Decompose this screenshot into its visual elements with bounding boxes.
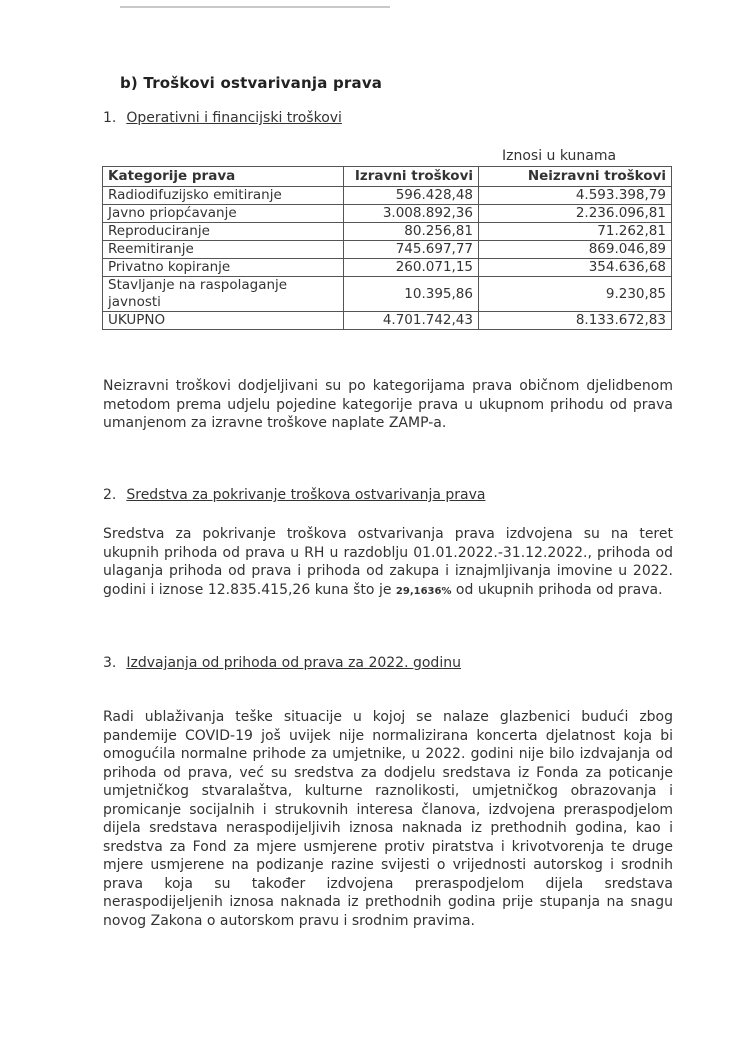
paragraph-allocations: Radi ublaživanja teške situacije u kojoj se nalaze glazbenici budući zbog pandemije COVID-19 još uvijek nije normalizirana koncerta djelatnost koja bi omogućila normalne prihode za umjetnike, u 2022. godini nije bilo izdvajanja od prihoda od prava, već su sredstva za dodjelu sredstava iz Fonda za poticanje umjetničkog stvaralaštva, kulturne raznolikosti, umjetničkog obrazovanja i promicanje socijalnih i strukovnih interesa članova, izdvojena preraspodjelom dijela sredstava neraspodijeljivih iznosa naknada iz prethodnih godina, kao i sredstva za Fond za mjere usmjerene protiv piratstva i krivotvorenja te druge mjere usmjerene na podizanje razine svijesti o vrijednosti autorskog i srodnih prava koja su također izdvojena preraspodjelom dijela sredstava neraspodijeljenih iznosa naknada iz prethodnih godina prije stupanja na snagu novog Zakona o autorskom pravu i srodnim pravima.: [103, 709, 673, 929]
paragraph-indirect-costs: Neizravni troškovi dodjeljivani su po kategorijama prava običnom djelidbenom metodom prema udjelu pojedine kategorije prava u ukupnom prihodu od prava umanjenom za izravne troškove naplate ZAMP-a.: [103, 378, 673, 431]
paragraph-text: Sredstva za pokrivanje troškova ostvarivanja prava izdvojena su na teret ukupnih prihoda od prava u RH u razdoblju 01.01.2022.-31.12.2022., prihoda od ulaganja prihoda od prava i prihoda od zakupa i iznajmljivanja imovine u 2022. godini i iznose 12.835.415,26 kuna što je: [103, 526, 673, 598]
top-border-line: [120, 6, 390, 8]
cell-indirect-cost: 9.230,85: [479, 277, 672, 312]
table-row: [103, 187, 672, 205]
subsection-title: Operativni i financijski troškovi: [126, 110, 342, 126]
section-heading: b) Troškovi ostvarivanja prava: [120, 74, 383, 92]
cell-direct-cost: 745.697,77: [344, 241, 479, 259]
cell-direct-cost: 4.701.742,43: [344, 312, 479, 330]
table-row: [103, 259, 672, 277]
table-row: [103, 223, 672, 241]
cell-indirect-cost: 869.046,89: [479, 241, 672, 259]
cell-category: UKUPNO: [103, 312, 344, 330]
table-total-row: [103, 312, 672, 330]
cell-indirect-cost: 4.593.398,79: [479, 187, 672, 205]
cell-indirect-cost: 354.636,68: [479, 259, 672, 277]
table-row: [103, 205, 672, 223]
costs-table: [102, 166, 672, 330]
cell-direct-cost: 596.428,48: [344, 187, 479, 205]
paragraph-text: od ukupnih prihoda od prava.: [451, 581, 663, 598]
cell-direct-cost: 10.395,86: [344, 277, 479, 312]
cell-category: Privatno kopiranje: [103, 259, 344, 277]
subsection-title: Sredstva za pokrivanje troškova ostvarivanja prava: [126, 487, 486, 503]
cell-indirect-cost: 8.133.672,83: [479, 312, 672, 330]
subsection-heading-1: [103, 110, 342, 126]
subsection-number: 1.: [103, 110, 117, 126]
percent-value: 29,1636%: [395, 585, 452, 597]
header-category: Kategorije prava: [103, 167, 344, 187]
table-row: [103, 241, 672, 259]
cell-direct-cost: 260.071,15: [344, 259, 479, 277]
header-direct-costs: Izravni troškovi: [344, 167, 479, 187]
cell-indirect-cost: 71.262,81: [479, 223, 672, 241]
subsection-heading-2: [103, 487, 485, 503]
subsection-title: Izdvajanja od prihoda od prava za 2022. godinu: [126, 655, 461, 671]
cell-category: Stavljanje na raspolaganje javnosti: [103, 277, 344, 312]
table-row: [103, 277, 672, 312]
cell-direct-cost: 80.256,81: [344, 223, 479, 241]
cell-category: Reproduciranje: [103, 223, 344, 241]
subsection-number: 2.: [103, 487, 117, 503]
cell-category: Javno priopćavanje: [103, 205, 344, 223]
cell-category: Reemitiranje: [103, 241, 344, 259]
cell-direct-cost: 3.008.892,36: [344, 205, 479, 223]
table-body: [103, 187, 672, 330]
subsection-number: 3.: [103, 655, 117, 671]
table-unit-note: Iznosi u kunama: [502, 148, 617, 164]
cell-category: Radiodifuzijsko emitiranje: [103, 187, 344, 205]
table-header-row: [103, 167, 672, 187]
paragraph-funding: [103, 525, 673, 601]
cell-indirect-cost: 2.236.096,81: [479, 205, 672, 223]
subsection-heading-3: [103, 655, 461, 671]
header-indirect-costs: Neizravni troškovi: [479, 167, 672, 187]
